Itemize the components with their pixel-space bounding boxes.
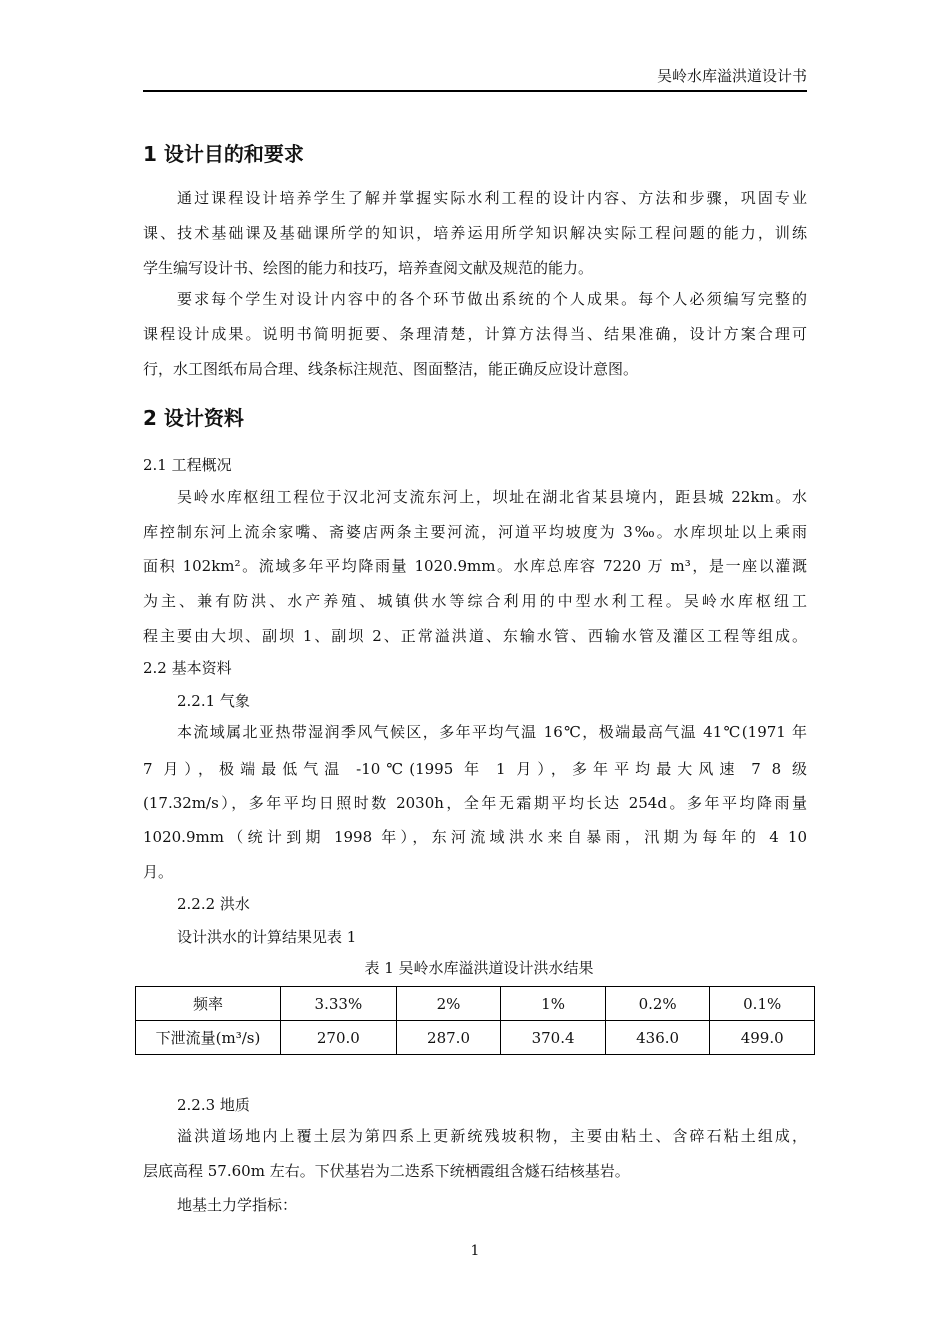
- paragraph-line: (17.32m/s），多年平均日照时数 2030h，全年无霜期平均长达 254d。多年平均降雨量: [143, 794, 807, 812]
- table-header-cell: 频率: [136, 987, 281, 1021]
- section-2-heading: 2 设计资料: [143, 406, 244, 430]
- subsection-title: 2.2.2 洪水: [177, 895, 250, 913]
- subsection-title: 2.1 工程概况: [143, 456, 232, 474]
- page-number: 1: [470, 1243, 480, 1259]
- table-cell: 2%: [396, 987, 501, 1021]
- flood-results-table: [135, 986, 815, 1055]
- paragraph-line: 吴岭水库枢纽工程位于汉北河支流东河上，坝址在湖北省某县境内，距县城 22km。水: [177, 488, 807, 506]
- paragraph-line: 要求每个学生对设计内容中的各个环节做出系统的个人成果。每个人必须编写完整的: [177, 290, 807, 308]
- paragraph-line: 1020.9mm（统计到期 1998 年），东河流域洪水来自暴雨，汛期为每年的 4 10: [143, 828, 807, 846]
- paragraph-line: 行，水工图纸布局合理、线条标注规范、图面整洁，能正确反应设计意图。: [143, 360, 639, 378]
- running-header: [143, 62, 807, 92]
- paragraph-line: 程主要由大坝、副坝 1、副坝 2、正常溢洪道、东输水管、西输水管及灌区工程等组成。: [143, 627, 807, 645]
- table-row: [136, 987, 815, 1021]
- table-cell: 370.4: [501, 1021, 606, 1055]
- paragraph-line: 7 月），极端最低气温 -10℃(1995 年 1 月），多年平均最大风速 7 8 级: [143, 760, 807, 778]
- table-cell: 0.2%: [605, 987, 710, 1021]
- table-cell: 1%: [501, 987, 606, 1021]
- table-header-cell: 下泄流量(m³/s): [136, 1021, 281, 1055]
- paragraph-line: 学生编写设计书、绘图的能力和技巧，培养查阅文献及规范的能力。: [143, 259, 594, 277]
- paragraph-line: 课、技术基础课及基础课所学的知识，培养运用所学知识解决实际工程问题的能力，训练: [143, 224, 807, 242]
- paragraph-line: 课程设计成果。说明书简明扼要、条理清楚，计算方法得当、结果准确，设计方案合理可: [143, 325, 807, 343]
- paragraph-line: 设计洪水的计算结果见表 1: [177, 928, 357, 946]
- table-cell: 287.0: [396, 1021, 501, 1055]
- table-cell: 499.0: [710, 1021, 815, 1055]
- paragraph-line: 库控制东河上流余家嘴、斋婆店两条主要河流，河道平均坡度为 3‰。水库坝址以上乘雨: [143, 523, 807, 541]
- paragraph-line: 面积 102km²。流域多年平均降雨量 1020.9mm。水库总库容 7220 万 m³，是一座以灌溉: [143, 557, 807, 575]
- subsection-title: 2.2.3 地质: [177, 1096, 250, 1114]
- section-1-heading: 1 设计目的和要求: [143, 142, 304, 166]
- table-row: [136, 1021, 815, 1055]
- paragraph-line: 层底高程 57.60m 左右。下伏基岩为二迭系下统栖霞组含燧石结核基岩。: [143, 1162, 630, 1180]
- paragraph-line: 溢洪道场地内上覆土层为第四系上更新统残坡积物，主要由粘土、含碎石粘土组成，: [177, 1127, 807, 1145]
- paragraph-line: 月。: [143, 863, 174, 881]
- table-cell: 3.33%: [281, 987, 397, 1021]
- table-caption: 表 1 吴岭水库溢洪道设计洪水结果: [364, 959, 594, 977]
- paragraph-line: 通过课程设计培养学生了解并掌握实际水利工程的设计内容、方法和步骤，巩固专业: [177, 189, 807, 207]
- table-cell: 270.0: [281, 1021, 397, 1055]
- paragraph-line: 本流域属北亚热带湿润季风气候区，多年平均气温 16℃，极端最高气温 41℃(1971 年: [177, 723, 807, 741]
- table-cell: 0.1%: [710, 987, 815, 1021]
- paragraph-line: 地基土力学指标：: [177, 1196, 298, 1214]
- header-title: 吴岭水库溢洪道设计书: [656, 67, 807, 85]
- paragraph-line: 为主、兼有防洪、水产养殖、城镇供水等综合利用的中型水利工程。吴岭水库枢纽工: [143, 592, 807, 610]
- subsection-title: 2.2.1 气象: [177, 692, 250, 710]
- table-cell: 436.0: [605, 1021, 710, 1055]
- subsection-title: 2.2 基本资料: [143, 659, 232, 677]
